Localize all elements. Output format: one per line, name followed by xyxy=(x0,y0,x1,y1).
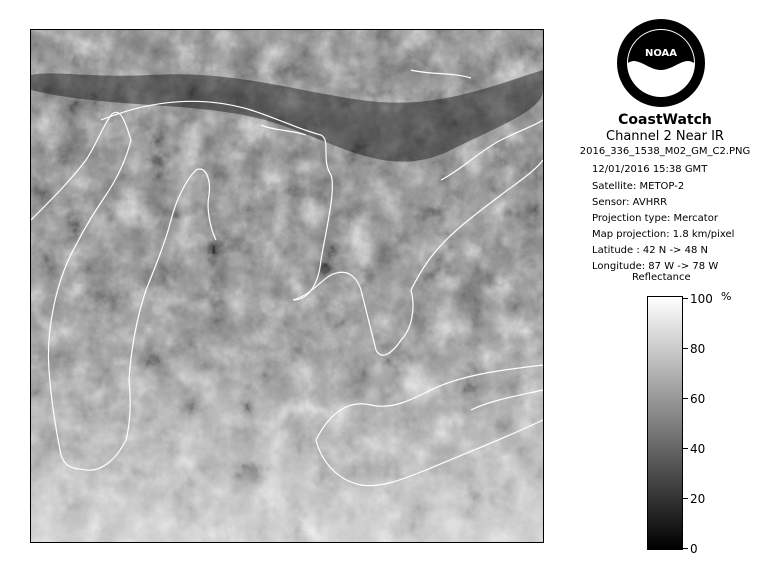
legend-tick xyxy=(682,348,688,349)
channel-subtitle: Channel 2 Near IR xyxy=(606,129,724,144)
legend-tick-label: 20 xyxy=(690,492,706,506)
file-name: 2016_336_1538_M02_GM_C2.PNG xyxy=(579,146,751,157)
legend-unit: % xyxy=(721,290,732,303)
reflectance-colorbar xyxy=(647,296,683,550)
longitude-text: Longitude: 87 W -> 78 W xyxy=(592,261,719,272)
legend-tick-label: 60 xyxy=(690,392,706,406)
satellite-map xyxy=(30,29,544,543)
legend-tick-label: 40 xyxy=(690,442,706,456)
latitude-text: Latitude : 42 N -> 48 N xyxy=(592,245,708,256)
noaa-logo xyxy=(616,18,706,108)
datetime-text: 12/01/2016 15:38 GMT xyxy=(592,164,708,175)
legend-tick-label: 0 xyxy=(690,542,698,556)
product-title: CoastWatch xyxy=(618,112,712,128)
legend-tick xyxy=(682,298,688,299)
projection-text: Projection type: Mercator xyxy=(592,213,718,224)
legend-tick xyxy=(682,548,688,549)
legend-tick xyxy=(682,448,688,449)
sensor-text: Sensor: AVHRR xyxy=(592,197,668,208)
legend-tick xyxy=(682,498,688,499)
satellite-image xyxy=(31,30,543,542)
legend-tick xyxy=(682,398,688,399)
legend-tick-label: 100 xyxy=(690,292,713,306)
legend-title: Reflectance xyxy=(632,272,691,283)
satellite-text: Satellite: METOP-2 xyxy=(592,181,685,192)
legend-tick-label: 80 xyxy=(690,342,706,356)
noaa-logo-text: NOAA xyxy=(644,48,678,59)
map-projection-text: Map projection: 1.8 km/pixel xyxy=(592,229,735,240)
